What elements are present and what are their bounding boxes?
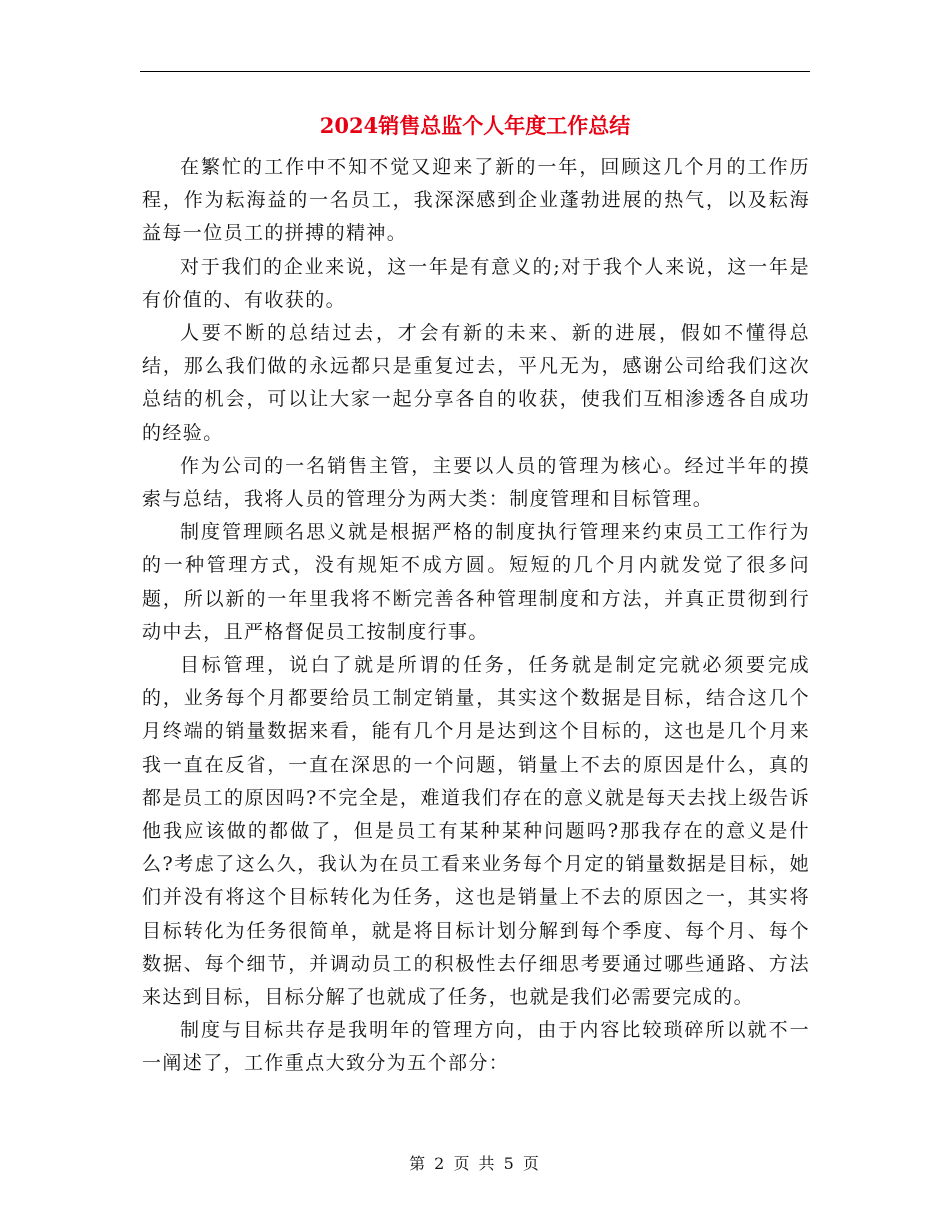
paragraph: 目标管理，说白了就是所谓的任务，任务就是制定完就必须要完成的，业务每个月都要给员工制定销量，其实这个数据是目标，结合这几个月终端的销量数据来看，能有几个月是达到这个目标的，这也是几个月来我一直在反省，一直在深思的一个问题，销量上不去的原因是什么，真的都是员工的原因吗?不完全是，难道我们存在的意义就是每天去找上级告诉他我应该做的都做了，但是员工有某种某种问题吗?那我存在的意义是什么?考虑了这么久，我认为在员工看来业务每个月定的销量数据是目标，她们并没有将这个目标转化为任务，这也是销量上不去的原因之一，其实将目标转化为任务很简单，就是将目标计划分解到每个季度、每个月、每个数据、每个细节，并调动员工的积极性去仔细思考要通过哪些通路、方法来达到目标，目标分解了也就成了任务，也就是我们必需要完成的。 [142, 654, 810, 1009]
paragraph: 制度与目标共存是我明年的管理方向，由于内容比较琐碎所以就不一一阐述了，工作重点大致分为五个部分： [142, 1019, 810, 1075]
document-title: 2024销售总监个人年度工作总结 [319, 113, 631, 138]
paragraph: 作为公司的一名销售主管，主要以人员的管理为核心。经过半年的摸索与总结，我将人员的管理分为两大类：制度管理和目标管理。 [142, 454, 810, 511]
paragraph: 制度管理顾名思义就是根据严格的制度执行管理来约束员工工作行为的一种管理方式，没有规矩不成方圆。短短的几个月内就发觉了很多问题，所以新的一年里我将不断完善各种管理制度和方法，并真正贯彻到行动中去，且严格督促员工按制度行事。 [142, 521, 810, 643]
paragraph: 人要不断的总结过去，才会有新的未来、新的进展，假如不懂得总结，那么我们做的永远都只是重复过去，平凡无为，感谢公司给我们这次总结的机会，可以让大家一起分享各自的收获，使我们互相渗透各自成功的经验。 [142, 322, 810, 444]
document-body [142, 151, 810, 1081]
header-rule [140, 71, 810, 72]
page-number: 第 2 页 共 5 页 [409, 1154, 541, 1173]
paragraph: 对于我们的企业来说，这一年是有意义的;对于我个人来说，这一年是有价值的、有收获的。 [142, 255, 810, 311]
paragraph: 在繁忙的工作中不知不觉又迎来了新的一年，回顾这几个月的工作历程，作为耘海益的一名员工，我深深感到企业蓬勃进展的热气，以及耘海益每一位员工的拼搏的精神。 [142, 156, 810, 245]
